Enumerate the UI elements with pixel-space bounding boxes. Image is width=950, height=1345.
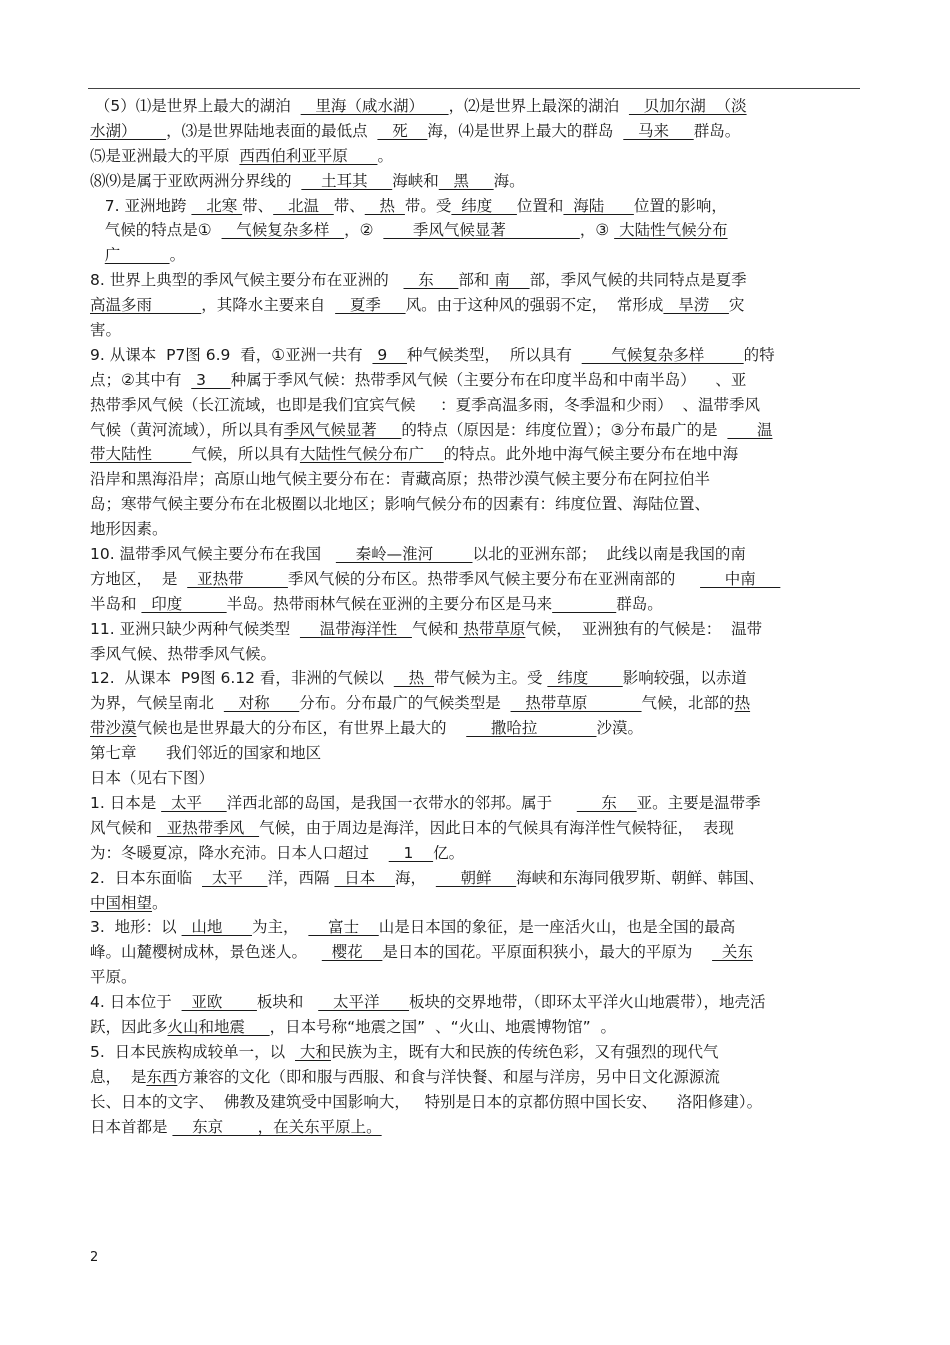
text-run: 为：冬暖夏凉，降水充沛。日本人口超过 <box>90 843 389 862</box>
text-run: 日本首都是 <box>90 1117 173 1136</box>
text-line <box>90 492 860 517</box>
text-line <box>90 691 860 716</box>
text-line <box>90 642 860 667</box>
text-run: 气候也是世界最大的分布区，有世界上最大的 <box>136 719 467 738</box>
answer-blank: 西西伯利亚平原 <box>239 146 378 165</box>
text-run: 的特点（原因是：纬度位置）；③分布最广的是 <box>401 420 728 439</box>
text-run: ，日本号称“地震之国” 、“火山、地震博物馆” 。 <box>269 1017 616 1036</box>
text-line <box>90 592 860 617</box>
answer-blank: 马来 <box>623 121 694 140</box>
answer-blank: 大陆性气候分布 <box>614 221 728 240</box>
header-rule <box>88 88 860 89</box>
text-run: 气候， 亚洲独有的气候是： 温带 <box>525 619 763 638</box>
text-line <box>90 517 860 542</box>
text-run: 风。由于这种风的强弱不定， 常形成 <box>405 296 664 315</box>
text-line <box>90 841 860 866</box>
text-run: 气候的特点是① <box>90 221 222 240</box>
answer-blank: 热带草原 <box>458 619 526 638</box>
text-run: 11. 亚洲只缺少两种气候类型 <box>90 619 300 638</box>
text-line <box>90 617 860 642</box>
text-run: 跃，因此多 <box>90 1017 168 1036</box>
text-run: 沙漠。 <box>596 719 644 738</box>
text-line <box>90 418 860 443</box>
answer-blank: 纬度 <box>451 196 517 215</box>
answer-blank: 气候复杂多样 <box>221 221 345 240</box>
text-run: 气候，由于周边是海洋，因此日本的气候具有海洋性气候特征， 表现 <box>259 818 734 837</box>
text-run: ，⑵是世界上最深的湖泊 <box>448 97 629 115</box>
text-line <box>90 194 860 219</box>
text-line <box>90 791 860 816</box>
text-run: 位置和 <box>516 196 564 215</box>
answer-blank: 季风气候显著 <box>283 420 402 439</box>
text-run: 半岛和 <box>90 594 142 613</box>
text-run: 影响较强，以赤道 <box>622 669 747 688</box>
text-run: 气候（黄河流域），所以具有 <box>90 420 284 439</box>
answer-blank: 朝鲜 <box>435 868 517 887</box>
text-line <box>90 716 860 741</box>
text-line <box>90 1040 860 1065</box>
text-run: 种气候类型， 所以具有 <box>406 345 582 364</box>
text-run: 季风气候的分布区。热带季风气候主要分布在亚洲南部的 <box>287 569 701 588</box>
text-run: 的特点。此外地中海气候主要分布在地中海 <box>443 445 739 464</box>
answer-blank: 东西 <box>146 1067 178 1086</box>
text-run: 7. 亚洲地跨 <box>90 196 192 215</box>
text-run: 是日本的国花。平原面积狭小，最大的平原为 <box>382 943 713 962</box>
text-run: 第七章 我们邻近的国家和地区 <box>90 744 322 763</box>
text-run: 海峡和 <box>392 171 439 190</box>
text-run: 。 <box>377 146 393 165</box>
answer-blank: 季风气候显著 <box>383 221 580 240</box>
text-run: 半岛。热带雨林气候在亚洲的主要分布区是马来 <box>226 594 553 613</box>
text-line <box>90 144 860 169</box>
text-run: 以北的亚洲东部； 此线以南是我国的南 <box>472 545 746 564</box>
text-run: 种属于季风气候：热带季风气候（主要分布在印度半岛和中南半岛） 、亚 <box>230 370 747 389</box>
answer-blank: 南 <box>489 271 530 290</box>
text-line <box>90 940 860 965</box>
answer-blank: 亚热带季风 <box>156 818 260 837</box>
document-body <box>90 94 860 1139</box>
answer-blank: 贝加尔湖 （淡 <box>628 97 747 115</box>
answer-blank: 1 <box>388 843 434 862</box>
answer-blank: 里海（咸水湖） <box>300 97 449 115</box>
text-run: 峰。山麓樱树成林，景色迷人。 <box>90 943 322 962</box>
text-line <box>90 1115 860 1140</box>
text-run: 海，⑷是世界上最大的群岛 <box>427 121 624 140</box>
text-run: ⑻⑼是属于亚欧两洲分界线的 <box>90 171 302 190</box>
text-line <box>90 1065 860 1090</box>
text-run: 9. 从课本 P7图 6.9 看，①亚洲一共有 <box>90 345 373 364</box>
text-run: 带、 <box>242 196 274 215</box>
answer-blank: 火山和地震 <box>167 1017 270 1036</box>
text-run: 部和 <box>458 271 490 290</box>
text-line <box>90 293 860 318</box>
text-run: 洋西北部的岛国，是我国一衣带水的邻邦。属于 <box>226 793 577 812</box>
answer-blank: 樱花 <box>321 943 383 962</box>
answer-blank: 气候复杂多样 <box>581 345 744 364</box>
text-run: 为界，气候呈南北 <box>90 694 224 713</box>
text-run <box>90 246 105 264</box>
text-run: 群岛。 <box>693 121 741 140</box>
answer-blank: 温 <box>727 420 773 439</box>
answer-blank: 3 <box>191 370 231 389</box>
answer-blank: 纬度 <box>547 669 623 688</box>
answer-blank: 中南 <box>700 569 781 588</box>
answer-blank: 带大陆性 <box>90 445 192 464</box>
answer-blank: 带沙漠 <box>90 719 137 738</box>
text-run: 风气候和 <box>90 818 157 837</box>
text-line <box>90 542 860 567</box>
answer-blank: 北温 <box>273 196 334 215</box>
answer-blank: 太平 <box>161 793 227 812</box>
text-line <box>90 816 860 841</box>
text-line <box>90 442 860 467</box>
text-run: 位置的影响， <box>633 196 727 215</box>
text-line <box>90 990 860 1015</box>
text-run: 日本（见右下图） <box>90 769 215 788</box>
answer-blank: 东京 ，在关东平原上。 <box>172 1117 382 1136</box>
text-run: 5. 日本民族构成较单一，以 <box>90 1042 295 1061</box>
answer-blank: 富士 <box>308 918 379 937</box>
text-run: 带。受 <box>404 196 452 215</box>
text-run: ，其降水主要来自 <box>201 296 336 315</box>
text-run: 4. 日本位于 <box>90 993 182 1012</box>
text-run: ，③ <box>579 221 615 240</box>
page-number: 2 <box>90 1250 99 1265</box>
text-run: 点；②其中有 <box>90 370 192 389</box>
answer-blank: 高温多雨 <box>90 296 202 315</box>
text-run: 山是日本国的象征，是一座活火山，也是全国的最高 <box>378 918 736 937</box>
answer-blank: 日本 <box>334 868 395 887</box>
text-line <box>90 766 860 791</box>
answer-blank: 太平洋 <box>318 993 410 1012</box>
text-run: ⑸是亚洲最大的平原 <box>90 146 240 165</box>
text-run: 3. 地形：以 <box>90 918 182 937</box>
answer-blank: 山地 <box>181 918 252 937</box>
text-run: 气候，所以具有 <box>191 445 300 464</box>
answer-blank: 广 <box>104 246 170 265</box>
text-run: ，⑶是世界陆地表面的最低点 <box>166 121 378 140</box>
answer-blank: 夏季 <box>335 296 406 315</box>
answer-blank: 温带海洋性 <box>299 619 412 638</box>
text-line <box>90 119 860 144</box>
text-run: 岛；寒带气候主要分布在北极圈以北地区；影响气候分布的因素有：纬度位置、海陆位置、 <box>90 495 711 514</box>
text-run: 灾 <box>728 296 745 315</box>
text-run: ，② <box>344 221 384 240</box>
text-line <box>90 567 860 592</box>
text-run: 沿岸和黑海沿岸；高原山地气候主要分布在：青藏高原；热带沙漠气候主要分布在阿拉伯半 <box>90 470 711 489</box>
text-run: 。 <box>152 893 168 912</box>
answer-blank: 土耳其 <box>301 171 393 190</box>
text-run: 海峡和东海同俄罗斯、朝鲜、韩国、 <box>516 868 765 887</box>
answer-blank: 9 <box>372 345 407 364</box>
answer-blank: 对称 <box>223 694 300 713</box>
answer-blank: 大陆性气候分布广 <box>299 445 444 464</box>
text-run: 方兼容的文化（即和服与西服、和食与洋快餐、和屋与洋房，另中日文化源源流 <box>177 1067 720 1086</box>
text-line <box>90 169 860 194</box>
text-run: 平原。 <box>90 968 137 987</box>
answer-blank: 黑 <box>438 171 494 190</box>
text-line <box>90 1015 860 1040</box>
answer-blank: 东 <box>403 271 459 290</box>
text-line <box>90 243 860 268</box>
answer-blank: 关东 <box>712 943 753 962</box>
text-run: 地形因素。 <box>90 520 168 539</box>
text-run: 。 <box>169 246 186 265</box>
text-line <box>90 268 860 293</box>
text-run: 板块和 <box>256 993 319 1012</box>
text-run: 亿。 <box>433 843 465 862</box>
text-run: 洋，西隔 <box>267 868 335 887</box>
text-line <box>90 94 860 119</box>
text-line <box>90 318 860 343</box>
answer-blank: 印度 <box>141 594 227 613</box>
text-run: （5）⑴是世界上最大的湖泊 <box>90 97 301 115</box>
text-run: 8. 世界上典型的季风气候主要分布在亚洲的 <box>90 271 404 290</box>
text-run: 12. 从课本 P9图 6.12 看，非洲的气候以 <box>90 669 394 688</box>
text-run: 板块的交界地带，（即环太平洋火山地震带），地壳活 <box>409 993 766 1012</box>
text-line <box>90 368 860 393</box>
text-run: 方地区， 是 <box>90 569 188 588</box>
text-run: 气候，北部的 <box>641 694 735 713</box>
text-line <box>90 1090 860 1115</box>
text-line <box>90 393 860 418</box>
text-run: 为主， <box>252 918 309 937</box>
text-line <box>90 467 860 492</box>
answer-blank: 北寒 <box>191 196 243 215</box>
text-run: 1. 日本是 <box>90 793 162 812</box>
answer-blank: 热 <box>393 669 434 688</box>
answer-blank: 亚欧 <box>181 993 257 1012</box>
answer-blank: 旱涝 <box>663 296 729 315</box>
answer-blank <box>552 595 616 613</box>
answer-blank: 中国相望 <box>90 893 153 912</box>
text-run: 2. 日本东面临 <box>90 868 202 887</box>
answer-blank: 大和 <box>295 1042 331 1061</box>
text-run: 息， 是 <box>90 1067 147 1086</box>
text-line <box>90 866 860 891</box>
answer-blank: 亚热带 <box>187 569 288 588</box>
text-run: 海。 <box>493 171 525 190</box>
text-run: 热带季风气候（长江流域，也即是我们宜宾气候 ：夏季高温多雨，冬季温和少雨） 、温带季风 <box>90 395 760 414</box>
text-run: 10. 温带季风气候主要分布在我国 <box>90 545 336 564</box>
answer-blank: 太平 <box>202 868 268 887</box>
text-run: 气候和 <box>411 619 459 638</box>
text-line <box>90 891 860 916</box>
text-run: 长、日本的文字、 佛教及建筑受中国影响大， 特别是日本的京都仿照中国长安、 洛阳修建）。 <box>90 1092 763 1111</box>
text-run: 海， <box>395 868 436 887</box>
answer-blank: 东 <box>576 793 637 812</box>
text-run: 亚。主要是温带季 <box>636 793 761 812</box>
text-line <box>90 343 860 368</box>
answer-blank: 热带草原 <box>510 694 642 713</box>
text-line <box>90 965 860 990</box>
text-run: 带、 <box>333 196 365 215</box>
answer-blank: 热 <box>364 196 405 215</box>
text-run: 带气候为主。受 <box>433 669 548 688</box>
text-line <box>90 915 860 940</box>
text-line <box>90 218 860 243</box>
answer-blank: 海陆 <box>563 196 634 215</box>
text-run: 群岛。 <box>616 594 663 613</box>
text-run: 分布。分布最广的气候类型是 <box>299 694 511 713</box>
answer-blank: 秦岭—淮河 <box>335 545 473 564</box>
answer-blank: 热 <box>734 694 751 713</box>
text-run: 的特 <box>743 345 775 364</box>
text-run: 季风气候、热带季风气候。 <box>90 644 277 663</box>
answer-blank: 撒哈拉 <box>466 719 597 738</box>
text-line <box>90 666 860 691</box>
answer-blank: 水湖） <box>90 121 167 140</box>
answer-blank: 死 <box>377 121 428 140</box>
text-line <box>90 741 860 766</box>
text-run: 害。 <box>90 321 122 340</box>
text-run: 民族为主，既有大和民族的传统色彩，又有强烈的现代气 <box>330 1042 719 1061</box>
text-run: 部，季风气候的共同特点是夏季 <box>529 271 747 290</box>
